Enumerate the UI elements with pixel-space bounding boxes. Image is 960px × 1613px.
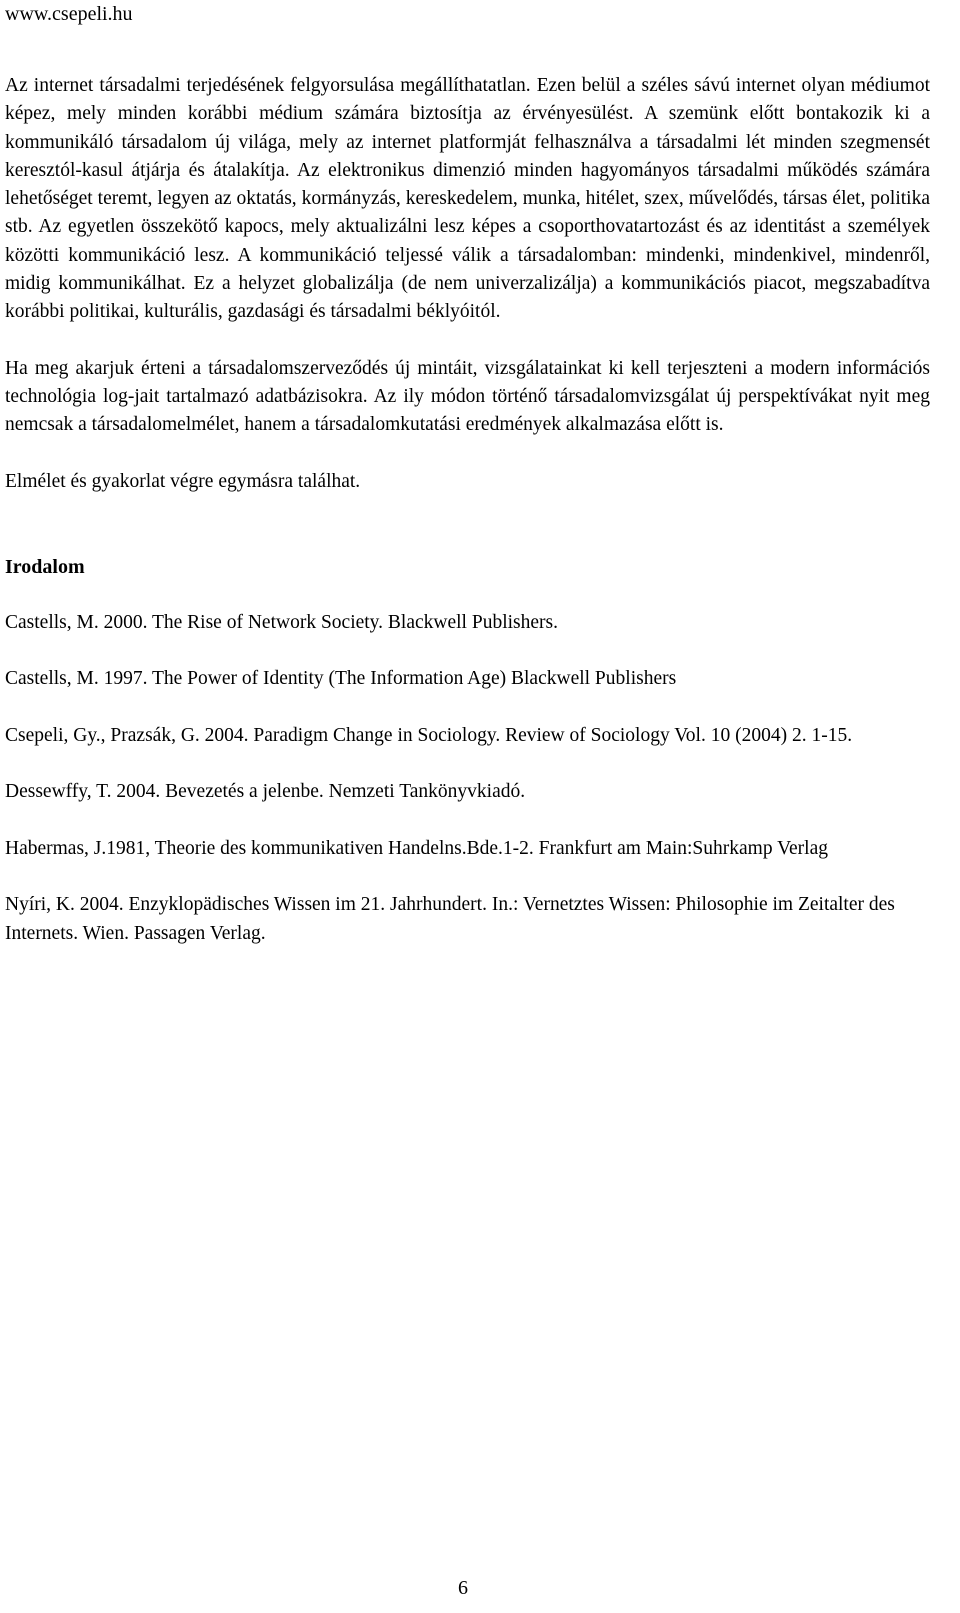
reference-item: Dessewffy, T. 2004. Bevezetés a jelenbe. Nemzeti Tankönyvkiadó. xyxy=(5,781,526,803)
reference-item: Csepeli, Gy., Prazsák, G. 2004. Paradigm Change in Sociology. Review of Sociology Vol. 10 (2004) 2. 1-15. xyxy=(5,724,853,746)
reference-item: Castells, M. 1997. The Power of Identity (The Information Age) Blackwell Publishers xyxy=(5,668,677,690)
document-body xyxy=(5,72,930,948)
reference-item: Habermas, J.1981, Theorie des kommunikativen Handelns.Bde.1-2. Frankfurt am Main:Suhrkamp Verlag xyxy=(5,837,828,859)
page-number: 6 xyxy=(458,1577,468,1599)
references-list xyxy=(5,609,930,949)
paragraph-1: Az internet társadalmi terjedésének felgyorsulása megállíthatatlan. Ezen belül a széles sávú internet olyan médiumot képez, mely minden korábbi médium számára biztosítja az érvényesülést. A szemünk előtt bontakozik ki a kommunikáló társadalom új világa, mely az internet platformját felhasználva a társadalmi lét minden szegmensét keresztól-kasul átjárja és átalakítja. Az elektronikus dimenzió minden hagyományos társadalmi működés számára lehetőséget teremt, legyen az oktatás, kormányzás, kereskedelem, munka, hitélet, szex, művelődés, társas élet, politika stb. Az egyetlen összekötő kapocs, mely aktualizálni lesz képes a csoporthovatartozást és az identitást a személyek közötti kommunikáció lesz. A kommunikáció teljessé válik a társadalomban: mindenki, mindenkivel, mindenről, midig kommunikálhat. Ez a helyzet globalizálja (de nem univerzalizálja) a kommunikációs piacot, megszabadítva korábbi politikai, kulturális, gazdasági és társadalmi béklyóitól. xyxy=(5,75,930,323)
reference-item: Nyíri, K. 2004. Enzyklopädisches Wissen im 21. Jahrhundert. In.: Vernetztes Wissen: Philosophie im Zeitalter des Internets. Wien. Passagen Verlag. xyxy=(5,894,895,944)
references-heading: Irodalom xyxy=(5,555,85,578)
paragraph-3: Elmélet és gyakorlat végre egymásra találhat. xyxy=(5,470,361,492)
header-url: www.csepeli.hu xyxy=(5,3,133,25)
paragraph-2: Ha meg akarjuk érteni a társadalomszerveződés új mintáit, vizsgálatainkat ki kell terjeszteni a modern információs technológia log-jait tartalmazó adatbázisokra. Az ily módon történő társadalomvizsgálat új perspektívákat nyit meg nemcsak a társadalomelmélet, hanem a társadalomkutatási eredmények alkalmazása előtt is. xyxy=(5,357,930,436)
reference-item: Castells, M. 2000. The Rise of Network Society. Blackwell Publishers. xyxy=(5,611,558,633)
